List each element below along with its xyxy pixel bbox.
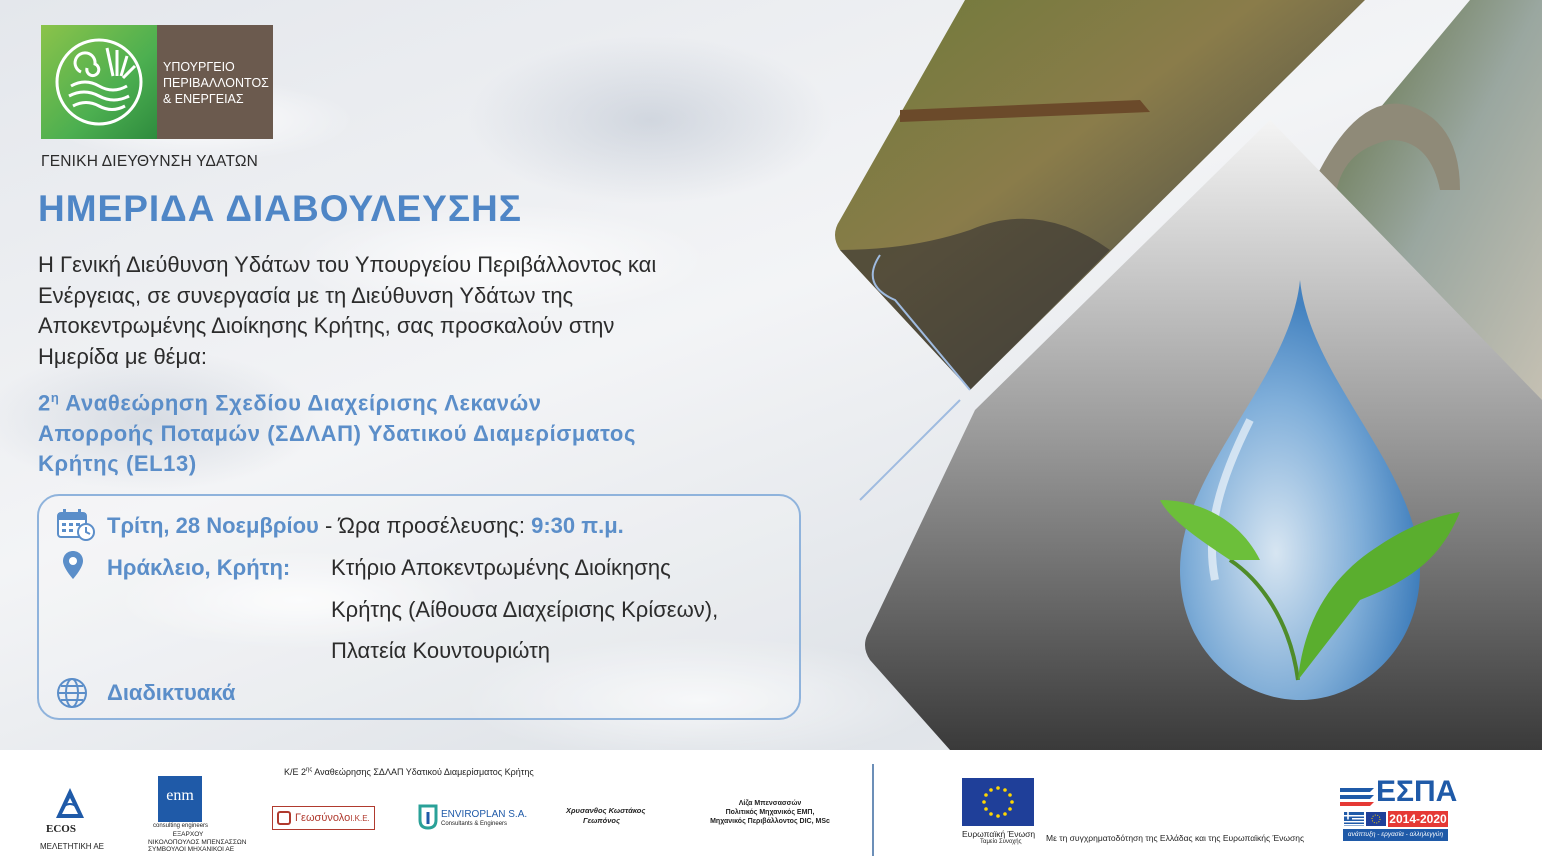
eu-fund: Ταμείο Συνοχής [980, 839, 1022, 845]
subject-ordinal: η [50, 390, 60, 405]
subject-number: 2 [38, 390, 51, 416]
ministry-name [157, 25, 273, 139]
event-date: Τρίτη, 28 Νοεμβρίου [107, 513, 319, 538]
ministry-name-line: ΠΕΡΙΒΑΛΛΟΝΤΟΣ [163, 76, 269, 90]
arrival-label: - Ώρα προσέλευσης: [318, 513, 532, 538]
enm-caption-line: ΕΞΑΡΧΟΥ [172, 831, 204, 838]
event-intro [38, 250, 828, 372]
subject-line: Αναθεώρηση Σχεδίου Διαχείρισης Λεκανών [59, 390, 542, 416]
ministry-name-line: & ΕΝΕΡΓΕΙΑΣ [163, 92, 244, 106]
espa-title: ΕΣΠΑ [1376, 775, 1458, 808]
enm-caption-line: ΣΥΜΒΟΥΛΟΙ ΜΗΧΑΝΙΚΟΙ ΑΕ [148, 846, 235, 853]
intro-line: Ενέργειας, σε συνεργασία με τη Διεύθυνση Υδάτων της [38, 282, 574, 308]
project-caption-sup: ης [306, 767, 313, 773]
footer [0, 750, 1542, 867]
online-label: Διαδικτυακά [107, 680, 236, 705]
person2 [700, 799, 840, 826]
espa-motto: ανάπτυξη - εργασία - αλληλεγγύη [1343, 829, 1448, 841]
ecos-name: ECOS [46, 823, 76, 835]
geosynolo-suffix: Ι.Κ.Ε. [350, 813, 370, 823]
event-subject [38, 383, 858, 480]
location-line: Πλατεία Κουντουριώτη [331, 638, 551, 663]
enm-sub: consulting engineers [153, 823, 209, 829]
footer-divider [872, 764, 874, 856]
date-row [107, 513, 624, 539]
event-title: ΗΜΕΡΙΔΑ ΔΙΑΒΟΥΛΕΥΣΗΣ [38, 188, 522, 229]
espa-flag-icon [1338, 784, 1376, 810]
geosynolo-logo [272, 806, 375, 830]
eu-mini-flag-icon [1366, 812, 1386, 826]
ministry-emblem-icon [41, 25, 157, 139]
department-name: ΓΕΝΙΚΗ ΔΙΕΥΘΥΝΣΗ ΥΔΑΤΩΝ [41, 153, 259, 170]
location-line: Κτήριο Αποκεντρωμένης Διοίκησης [331, 555, 671, 580]
greek-flag-icon [1344, 812, 1364, 826]
map-pin-icon [62, 550, 84, 580]
subject-line: Απορροής Ποταμών (ΣΔΛΑΠ) Υδατικού Διαμερίσματος [38, 420, 636, 446]
online-row [107, 680, 235, 706]
location-label [107, 555, 290, 581]
person2-line: Πολιτικός Μηχανικός ΕΜΠ, [725, 809, 815, 816]
person2-line: Λίζα Μπενσασσών [738, 800, 802, 807]
arrival-time: 9:30 π.μ. [531, 513, 624, 538]
eu-label: Ευρωπαϊκή Ένωση [962, 829, 1036, 839]
enm-caption-line: ΝΙΚΟΛΟΠΟΥΛΟΣ ΜΠΕΝΣΑΣΣΩΝ [148, 838, 247, 846]
intro-line: Ημερίδα με θέμα: [38, 343, 207, 369]
person1-role: Γεωπόνος [583, 816, 620, 825]
subject-line: Κρήτης (EL13) [38, 451, 197, 477]
location-city: Ηράκλειο, Κρήτη: [107, 555, 291, 580]
cofund-text: Με τη συγχρηματοδότηση της Ελλάδας και της Ευρωπαϊκής Ένωσης [1046, 833, 1305, 843]
eu-flag-icon [962, 778, 1034, 826]
ecos-logo-icon [50, 784, 90, 824]
enviroplan-name: ENVIROPLAN S.A. [441, 809, 528, 820]
project-caption-part: Κ/Ε 2 [284, 767, 307, 777]
enm-caption [148, 831, 247, 854]
project-caption-part: Αναθεώρησης ΣΔΛΑΠ Υδατικού Διαμερίσματος Κρήτης [312, 767, 534, 777]
ecos-caption: ΜΕΛΕΤΗΤΙΚΗ ΑΕ [40, 842, 105, 851]
enm-logo [158, 776, 202, 822]
intro-line: Αποκεντρωμένης Διοίκησης Κρήτης, σας προσκαλούν στην [38, 313, 615, 338]
location-line: Κρήτης (Αίθουσα Διαχείρισης Κρίσεων), [331, 597, 719, 622]
ministry-logo [41, 25, 273, 139]
person1-name: Χρυσανθος Κωστάκος [566, 806, 646, 815]
enm-name: enm [166, 787, 194, 804]
globe-icon [56, 677, 88, 709]
project-caption [284, 767, 534, 777]
calendar-clock-icon [56, 508, 96, 542]
person2-line: Μηχανικός Περιβάλλοντος DIC, MSc [710, 818, 830, 825]
photo-collage [820, 0, 1542, 750]
geosynolo-name: Γεωσύνολο [295, 812, 351, 824]
enviroplan-sub: Consultants & Engineers [441, 821, 508, 827]
espa-years: 2014-2020 [1389, 812, 1447, 826]
geosynolo-icon [277, 811, 291, 825]
ministry-name-line: ΥΠΟΥΡΓΕΙΟ [163, 60, 235, 74]
intro-line: Η Γενική Διεύθυνση Υδάτων του Υπουργείου Περιβάλλοντος και [38, 252, 657, 277]
enviroplan-icon [418, 804, 438, 830]
